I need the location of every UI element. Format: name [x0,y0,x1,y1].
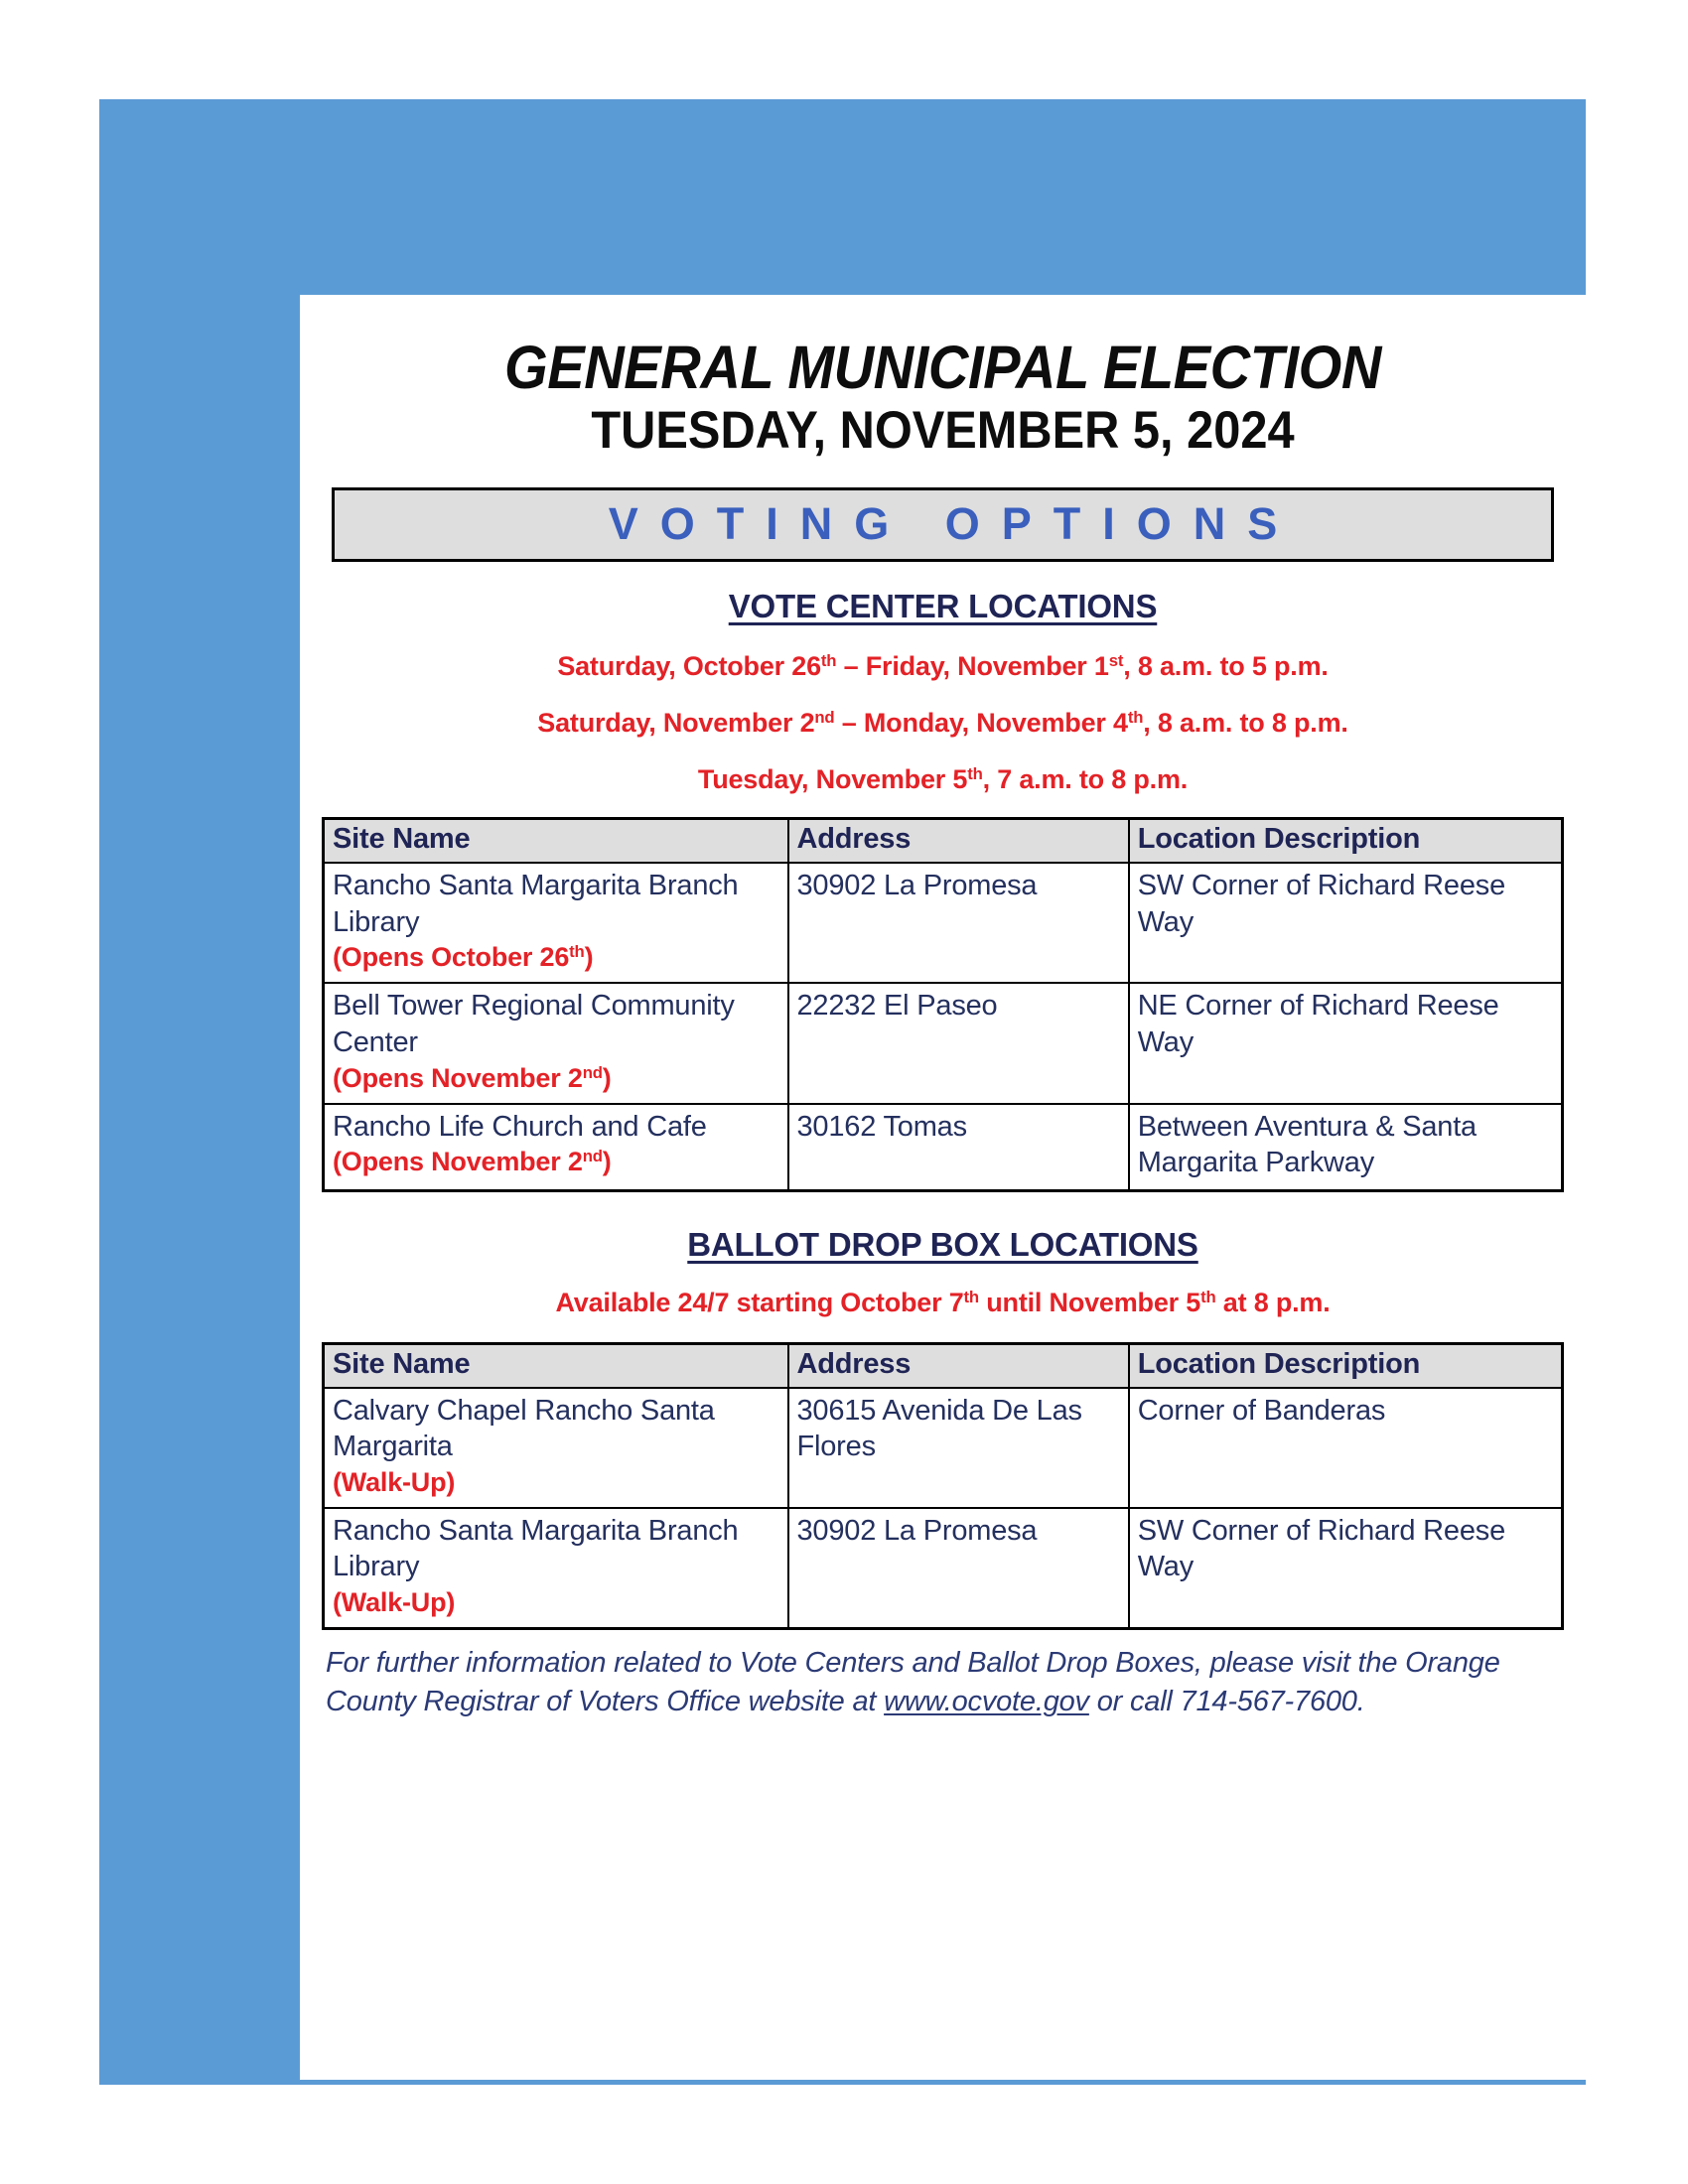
schedule-3-text: Tuesday, November 5 [697,764,968,795]
availability-mid: until November 5 [978,1287,1201,1317]
note-tail: ) [602,1062,612,1093]
schedule-2-sup2: th [1127,708,1144,727]
column-header-address: Address [788,819,1129,864]
voting-options-label: VOTING OPTIONS [608,497,1300,549]
cell-site-name [324,1388,788,1508]
cell-site-name [324,983,788,1103]
vote-center-schedule-line-1 [322,651,1564,682]
cell-location-description: NE Corner of Richard Reese Way [1129,983,1563,1103]
schedule-2-mid: – Monday, November 4 [834,708,1128,739]
page-title: GENERAL MUNICIPAL ELECTION [504,334,1381,401]
schedule-2-tail: , 8 a.m. to 8 p.m. [1143,708,1348,739]
note-text: (Opens November 2 [333,1062,583,1093]
white-content-panel [300,295,1586,2080]
cell-location-description: SW Corner of Richard Reese Way [1129,1508,1563,1629]
site-opening-note [333,940,779,974]
site-access-note: (Walk-Up) [333,1586,456,1617]
schedule-1-tail: , 8 a.m. to 5 p.m. [1123,651,1329,681]
table-row [324,1508,1563,1629]
site-opening-note [333,1061,779,1095]
cell-site-name [324,863,788,983]
title-block [322,295,1564,461]
site-name-text: Rancho Santa Margarita Branch Library [333,870,739,938]
table-row [324,983,1563,1103]
note-sup: th [569,942,585,962]
vote-center-heading: VOTE CENTER LOCATIONS [728,587,1158,624]
cell-address: 30902 La Promesa [788,863,1129,983]
footer-text-part2: or call 714-567-7600. [1088,1686,1365,1718]
schedule-1-sup1: th [820,650,837,670]
schedule-2-text: Saturday, November 2 [537,708,815,739]
vote-center-schedule-line-3 [322,764,1564,795]
ocvote-website-link[interactable]: www.ocvote.gov [884,1686,1089,1718]
ballot-drop-box-heading: BALLOT DROP BOX LOCATIONS [687,1225,1198,1263]
note-text: (Opens October 26 [333,942,570,973]
column-header-location-description: Location Description [1129,1343,1563,1388]
column-header-location-description: Location Description [1129,819,1563,864]
availability-text: Available 24/7 starting October 7 [555,1287,964,1317]
voting-options-banner [332,487,1554,562]
availability-sup2: th [1200,1287,1216,1306]
table-row [324,1104,1563,1191]
cell-address: 30162 Tomas [788,1104,1129,1191]
note-tail: ) [584,942,594,973]
table-header-row [324,1343,1563,1388]
vote-center-table [322,817,1564,1191]
note-sup: nd [582,1146,603,1165]
site-name-text: Rancho Life Church and Cafe [333,1110,707,1143]
table-row [324,1388,1563,1508]
site-name-text: Bell Tower Regional Community Center [333,990,735,1059]
availability-tail: at 8 p.m. [1215,1287,1331,1317]
footer-text-part1: For further information related to Vote Centers and Ballot Drop Boxes, please visit the Orange County Registrar of Voters Office website at [326,1646,1500,1718]
cell-address: 22232 El Paseo [788,983,1129,1103]
table-row [324,863,1563,983]
site-opening-note [333,1145,779,1178]
schedule-3-sup1: th [967,764,983,784]
schedule-1-sup2: st [1108,650,1124,670]
column-header-site-name: Site Name [324,819,788,864]
note-tail: ) [602,1147,612,1177]
availability-sup1: th [963,1287,979,1306]
cell-address: 30902 La Promesa [788,1508,1129,1629]
column-header-address: Address [788,1343,1129,1388]
cell-address: 30615 Avenida De Las Flores [788,1388,1129,1508]
site-name-text: Calvary Chapel Rancho Santa Margarita [333,1394,715,1463]
cell-location-description: Corner of Banderas [1129,1388,1563,1508]
drop-box-table [322,1342,1564,1630]
column-header-site-name: Site Name [324,1343,788,1388]
table-header-row [324,819,1563,864]
cell-site-name [324,1508,788,1629]
site-access-note: (Walk-Up) [333,1466,456,1497]
note-sup: nd [582,1062,603,1082]
cell-site-name [324,1104,788,1191]
note-text: (Opens November 2 [333,1147,583,1177]
schedule-1-mid: – Friday, November 1 [836,651,1109,681]
schedule-3-tail: , 7 a.m. to 8 p.m. [982,764,1189,795]
blue-border-frame [99,99,1586,2085]
schedule-2-sup1: nd [814,708,835,727]
vote-center-schedule-line-2 [322,708,1564,739]
drop-box-availability-line [322,1288,1564,1318]
cell-location-description: SW Corner of Richard Reese Way [1129,863,1563,983]
footer-information-note [322,1644,1564,1722]
page-subtitle: TUESDAY, NOVEMBER 5, 2024 [591,401,1295,461]
cell-location-description: Between Aventura & Santa Margarita Parkway [1129,1104,1563,1191]
schedule-1-text: Saturday, October 26 [557,651,821,681]
site-name-text: Rancho Santa Margarita Branch Library [333,1514,739,1583]
